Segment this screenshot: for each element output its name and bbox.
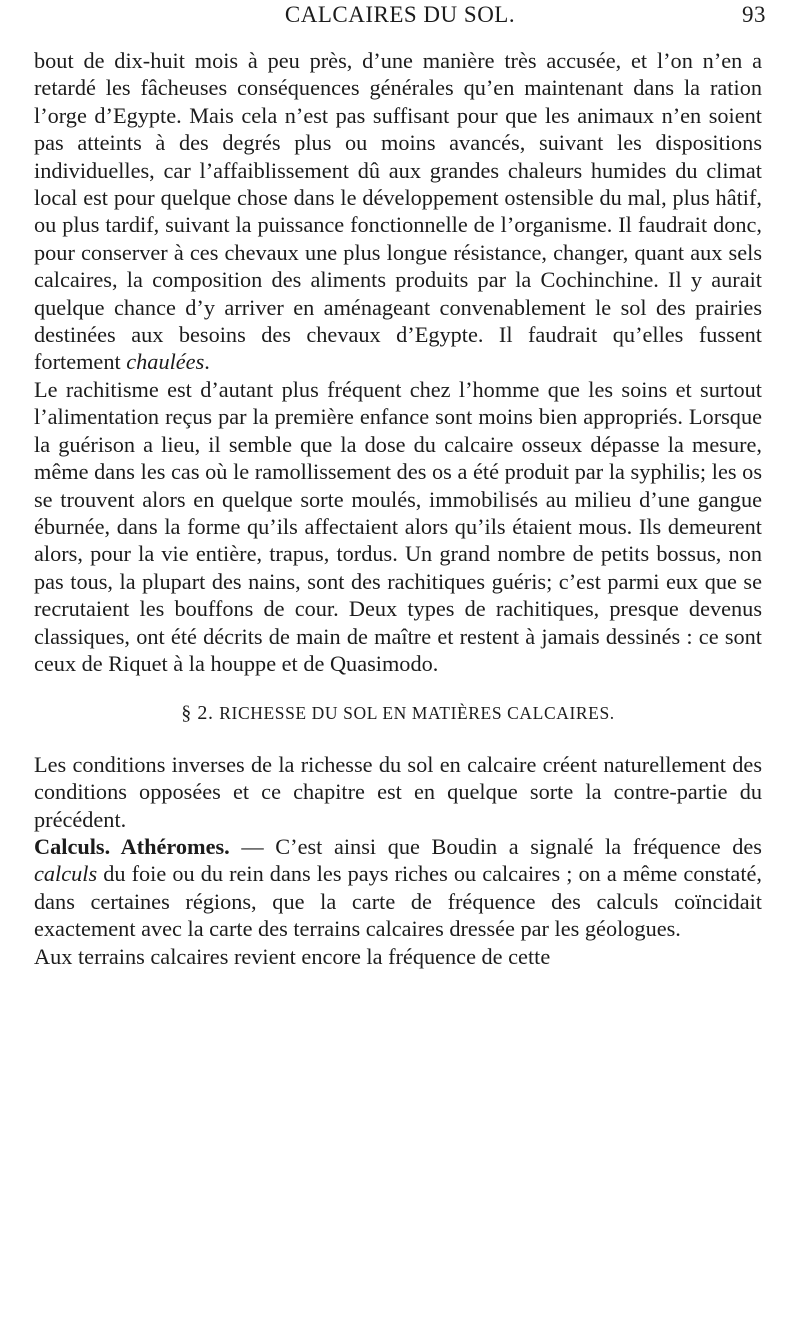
section-number: § 2.: [181, 702, 214, 725]
subheading-calculs-atheromes: Calculs. Athéromes.: [34, 833, 230, 859]
body-text: [34, 47, 762, 970]
paragraph-text: bout de dix-huit mois à peu près, d’une manière très accusée, et l’on n’en a retardé les fâcheuses conséquences générales qu’en maintenant dans la ration l’orge d’Egypte. Mais cela n’est pas suffisant pour que les animaux n’en soient pas atteints à des degrés plus ou moins avancés, suivant les dispositions individuelles, car l’affaiblissement dû aux grandes chaleurs humides du climat local est pour quelque chose dans le développement ostensible du mal, plus hâtif, ou plus tardif, suivant la puissance fonctionnelle de l’organisme. Il faudrait donc, pour conserver à ces chevaux une plus longue résistance, changer, quant aux sels calcaires, la composition des aliments produits par la Cochinchine. Il y aurait quelque chance d’y arriver en aménageant convenablement le sol des prairies destinées aux besoins des chevaux d’Egypte. Il faudrait qu’elles fussent fortement: [34, 48, 762, 375]
paragraph-text-end: .: [204, 349, 210, 375]
emphasis-chaulees: chaulées: [126, 349, 205, 375]
paragraph-calculs: [34, 833, 762, 943]
page-header: [34, 2, 766, 42]
running-title: CALCAIRES DU SOL.: [284, 2, 516, 27]
emphasis-calculs: calculs: [34, 861, 98, 887]
paragraph-conditions-inverses: Les conditions inverses de la richesse du sol en calcaire créent naturellement des conditions opposées et ce chapitre est en quelque sorte la contre-partie du précédent.: [34, 751, 762, 832]
paragraph-terrains-calcaires: Aux terrains calcaires revient encore la fréquence de cette: [34, 943, 551, 969]
paragraph-rachitisme: Le rachitisme est d’autant plus fréquent chez l’homme que les soins et surtout l’alimentation reçus par la première enfance sont moins bien appropriés. Lorsque la guérison a lieu, il semble que la dose du calcaire osseux dépasse la mesure, même dans les cas où le ramollissement des os a été produit par la syphilis; les os se trouvent alors en quelque sorte moulés, immobilisés au milieu d’une gangue éburnée, dans la forme qu’ils affectaient alors qu’ils étaient mous. Ils demeurent alors, pour la vie entière, trapus, tordus. Un grand nombre de petits bossus, non pas tous, la plupart des nains, sont des rachitiques guéris; c’est parmi eux que se recrutaient les bouffons de cour. Deux types de rachitiques, presque devenus classiques, ont été décrits de main de maître et restent à jamais dessinés : ce sont ceux de Riquet à la houppe et de Quasimodo.: [34, 376, 762, 676]
paragraph-text-end: du foie ou du rein dans les pays riches ou calcaires ; on a même constaté, dans certaines régions, que la carte de fréquence des calculs coïncidait exactement avec la carte des terrains calcaires dressée par les géologues.: [34, 861, 762, 942]
section-heading: [34, 700, 762, 727]
section-title: RICHESSE DU SOL EN MATIÈRES CALCAIRES.: [219, 703, 615, 724]
page-number: 93: [742, 2, 766, 27]
paragraph-text: — C’est ainsi que Boudin a signalé la fréquence des: [229, 833, 762, 859]
paragraph-continuation: [34, 47, 762, 376]
